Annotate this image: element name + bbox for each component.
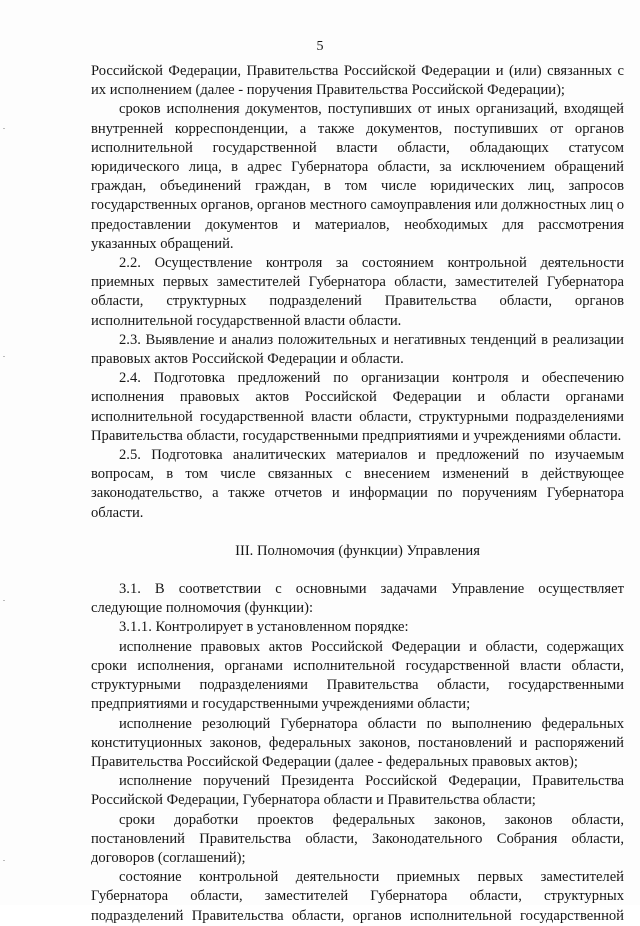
paragraph-2: сроков исполнения документов, поступивших от иных организаций, входящей внутренней корреспонденции, а также документов, поступивших от органов исполнительной государственной власти области, обладающих статусом юридического лица, в адрес Губернатора области, за исключением обращений граждан, объединений граждан, в том числе юридических лиц, запросов государственных органов, органов местного самоуправления или должностных лиц о предоставлении документов и материалов, необходимых для рассмотрения указанных обращений. — [91, 101, 624, 252]
paragraph-3-1: 3.1. В соответствии с основными задачами Управление осуществляет следующие полномочия (функции): — [91, 581, 624, 617]
page-number: 5 — [316, 39, 324, 54]
paragraph-item-4: сроки доработки проектов федеральных законов, законов области, постановлений Правительства области, Законодательного Собрания области, договоров (соглашений); — [91, 811, 624, 866]
paragraph-item-2: исполнение резолюций Губернатора области по выполнению федеральных конституционных законов, федеральных законов, постановлений и распоряжений Правительства Российской Федерации (далее - федеральных правовых актов); — [91, 715, 624, 770]
scan-mark — [3, 356, 5, 357]
paragraph-item-5: состояние контрольной деятельности приемных первых заместителей Губернатора области, заместителей Губернатора области, структурных подразделений Правительства области, органов исполнительной государственной — [91, 869, 624, 924]
paragraph-1: Российской Федерации, Правительства Российской Федерации и (или) связанных с их исполнением (далее - поручения Правительства Российской Федерации); — [91, 63, 624, 99]
scan-mark — [3, 600, 5, 601]
paragraph-item-3: исполнение поручений Президента Российской Федерации, Правительства Российской Федерации, Губернатора области и Правительства области; — [91, 773, 624, 809]
paragraph-2-4: 2.4. Подготовка предложений по организации контроля и обеспечению исполнения правовых актов Российской Федерации и области органами исполнительной государственной власти области, структурными подразделениями Правительства области, государственными предприятиями и учреждениями области. — [91, 370, 624, 444]
paragraph-item-1: исполнение правовых актов Российской Федерации и области, содержащих сроки исполнения, органами исполнительной государственной власти области, структурными подразделениями Правительства области, государственными предприятиями и государственными учреждениями области; — [91, 638, 624, 713]
paragraph-2-5: 2.5. Подготовка аналитических материалов и предложений по изучаемым вопросам, в том числе связанных с внесением изменений в действующее законодательство, а также отчетов и информации по поручениям Губернатора области. — [91, 447, 624, 521]
scan-mark — [3, 860, 5, 861]
document-body — [91, 62, 624, 926]
paragraph-2-3: 2.3. Выявление и анализ положительных и негативных тенденций в реализации правовых актов Российской Федерации и области. — [91, 331, 624, 368]
section-heading: III. Полномочия (функции) Управления — [235, 542, 480, 559]
paragraph-2-2: 2.2. Осуществление контроля за состоянием контрольной деятельности приемных первых заместителей Губернатора области, заместителей Губернатора области, структурных подразделений Правительства области, органов исполнительной государственной власти области. — [91, 255, 624, 329]
scan-mark — [3, 128, 5, 129]
paragraph-3-1-1: 3.1.1. Контролирует в установленном порядке: — [119, 619, 409, 636]
